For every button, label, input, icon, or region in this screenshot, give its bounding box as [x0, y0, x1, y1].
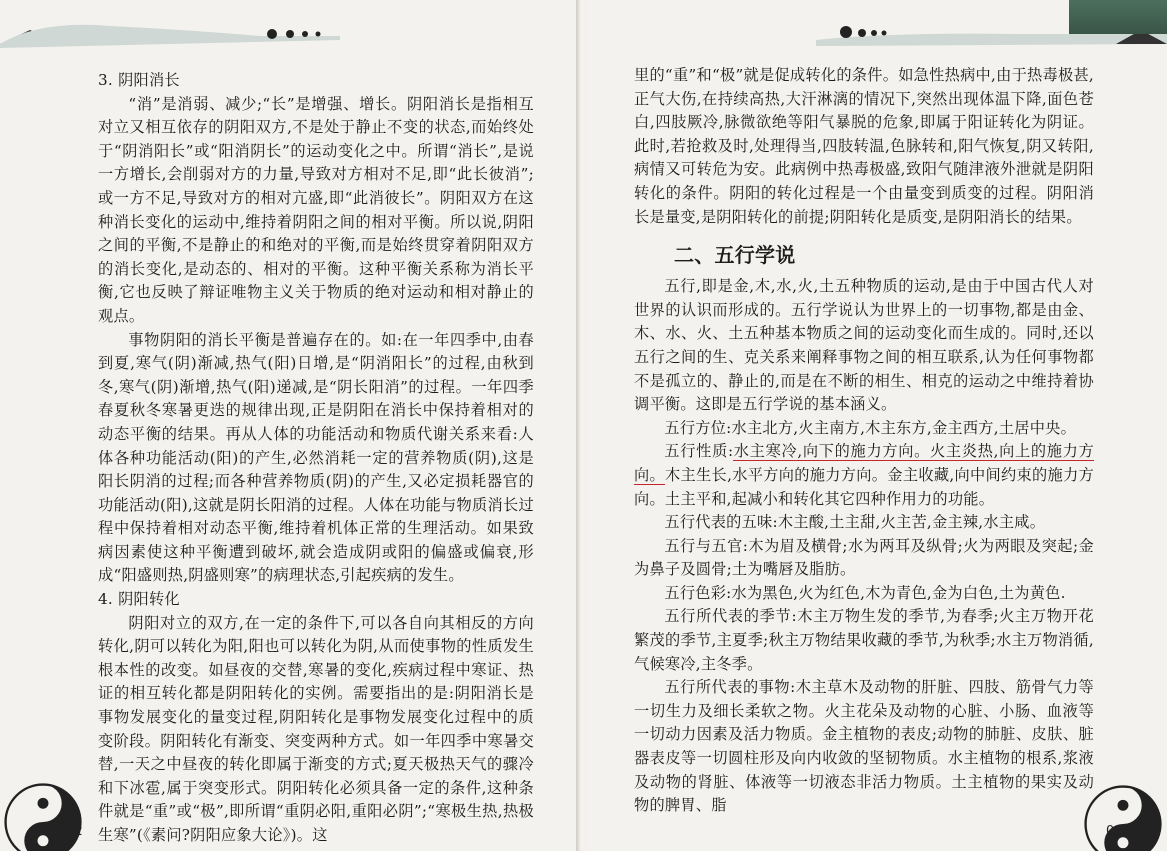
nature-rest: 木主生长,水平方向的施力方向。金主收藏,向中间约束的施力方向。土主平和,起减小和转化其它四种作用力的功能。: [634, 465, 1095, 508]
subheading-yinyang-growth: 3. 阴阳消长: [98, 71, 180, 89]
yin-yang-icon: [1084, 785, 1162, 851]
underlined-text: 水主寒冷,向下的施力方向。: [733, 442, 931, 461]
paragraph: 五行方位:水主北方,火主南方,木主东方,金主西方,土居中央。: [664, 418, 1077, 437]
paragraph: “消”是消弱、减少;“长”是增强、增长。阴阳消长是指相互对立又相互依存的阴阳双方,不是处于静止不变的状态,而始终处于“阴消阳长”或“阳消阴长”的运动变化之中。所谓“消长”,是说一方增长,会削弱对方的力量,导致对方相对不足,即“此长彼消”;或一方不足,导致对方的相对亢盛,即“此消彼长”。阴阳双方在这种消长变化的运动中,维持着阴阳之间的相对平衡。所以说,阴阳之间的平衡,不是静止的和绝对的平衡,而是始终贯穿着阴阳双方的消长变化,是动态的、相对的平衡。这种平衡关系称为消长平衡,它也反映了辩证唯物主义关于物质的绝对运动和相对静止的观点。: [98, 94, 534, 325]
paragraph: 五行与五官:木为眉及横骨;水为两耳及纵骨;火为两眼及突起;金为鼻子及圆骨;土为嘴唇及脂肪。: [634, 536, 1094, 579]
paragraph-nature: [634, 440, 1094, 511]
page-tab: [1069, 0, 1167, 34]
underlined-text: 火主炎热,向上的施力方向。: [634, 442, 1095, 484]
page-number: 003: [1106, 824, 1131, 839]
paragraph: 五行所代表的事物:木主草木及动物的肝脏、四肢、筋骨气力等一切生力及细长柔软之物。火主花朵及动物的心脏、小肠、血液等一切动力因素及活力物质。金主植物的表皮;动物的肺脏、皮肤、脏器表皮等一切圆柱形及向内收敛的坚韧物质。水主植物的根系,浆液及动物的肾脏、体液等一切液态非活力物质。土主植物的果实及动物的脾胃、脂: [634, 678, 1094, 815]
header-ornament: [0, 0, 340, 50]
paragraph: 五行所代表的季节:木主万物生发的季节,为春季;火主万物开花繁茂的季节,主夏季;秋主万物结果收藏的季节,为秋季;水主万物消循,气候寒冷,主冬季。: [634, 607, 1094, 673]
nature-lead: 五行性质:: [664, 442, 734, 461]
yin-yang-icon: [4, 783, 82, 851]
paragraph: 五行色彩:水为黑色,火为红色,木为青色,金为白色,土为黄色.: [664, 583, 1066, 602]
right-page: [586, 0, 1167, 851]
paragraph: 五行,即是金,木,水,火,土五种物质的运动,是由于中国古代人对世界的认识而形成的。五行学说认为世界上的一切事物,都是由金、木、水、火、土五种基本物质之间的运动变化而生成的。同时,还以五行之间的生、克关系来阐释事物之间的相互联系,认为任何事物都不是孤立的、静止的,而是在不断的相生、相克的运动之中维持着协调平衡。这即是五行学说的基本涵义。: [634, 277, 1094, 414]
paragraph: 五行代表的五味:木主酸,土主甜,火主苦,金主辣,水主咸。: [664, 513, 1046, 532]
right-text-block: [634, 64, 1094, 818]
left-page: [0, 0, 580, 851]
left-text-block: [98, 69, 534, 848]
subheading-yinyang-transform: 4. 阴阳转化: [98, 590, 180, 609]
paragraph: 事物阴阳的消长平衡是普遍存在的。如:在一年四季中,由春到夏,寒气(阴)渐减,热气(阳)日增,是“阴消阳长”的过程,由秋到冬,寒气(阴)渐增,热气(阳)递减,是“阴长阳消”的过程。一年四季春夏秋冬寒暑更迭的规律出现,正是阴阳在消长中保持着相对的动态平衡的结果。再从人体的功能活动和物质代谢关系来看:人体各种功能活动(阳)的产生,必然消耗一定的营养物质(阴),这是阳长阴消的过程;而各种营养物质(阴)的产生,又必定损耗器官的功能活动(阳),这就是阴长阳消的过程。人体在功能与物质消长过程中保持着相对动态平衡,维持着机体正常的生理活动。如果致病因素使这种平衡遭到破坏,就会造成阴或阳的偏盛或偏衰,形成“阳盛则热,阴盛则寒”的病理状态,引起疾病的发生。: [98, 330, 534, 585]
paragraph: 阴阳对立的双方,在一定的条件下,可以各自向其相反的方向转化,阴可以转化为阳,阳也可以转化为阴,从而使事物的性质发生根本性的改变。如昼夜的交替,寒暑的变化,疾病过程中寒证、热证的相互转化都是阴阳转化的实例。需要指出的是:阴阳消长是事物发展变化的量变过程,阴阳转化是事物发展变化过程中的质变阶段。阴阳转化有渐变、突变两种方式。如一年四季中寒暑交替,一天之中昼夜的转化即属于渐变的方式;夏天极热天气的骤冷和下冰雹,属于突变形式。阴阳转化必须具备一定的条件,这种条件就是“重”或“极”,即所谓“重阴必阳,重阳必阴”;“寒极生热,热极生寒”(《素问?阴阳应象大论》)。这: [98, 613, 534, 844]
paragraph-continued: 里的“重”和“极”就是促成转化的条件。如急性热病中,由于热毒极甚,正气大伤,在持续高热,大汗淋漓的情况下,突然出现体温下降,面色苍白,四肢厥冷,脉微欲绝等阳气暴脱的危象,即属于阳证转化为阴证。此时,若抢救及时,处理得当,四肢转温,色脉转和,阳气恢复,阴又转阳,病情又可转危为安。此病例中热毒极盛,致阳气随津液外泄就是阴阳转化的条件。阴阳的转化过程是一个由量变到质变的过程。阴阳消长是量变,是阴阳转化的前提;阴阳转化是质变,是阴阳消长的结果。: [634, 66, 1094, 226]
section-heading: 二、五行学说: [674, 243, 796, 268]
page-number: 002: [58, 824, 83, 839]
